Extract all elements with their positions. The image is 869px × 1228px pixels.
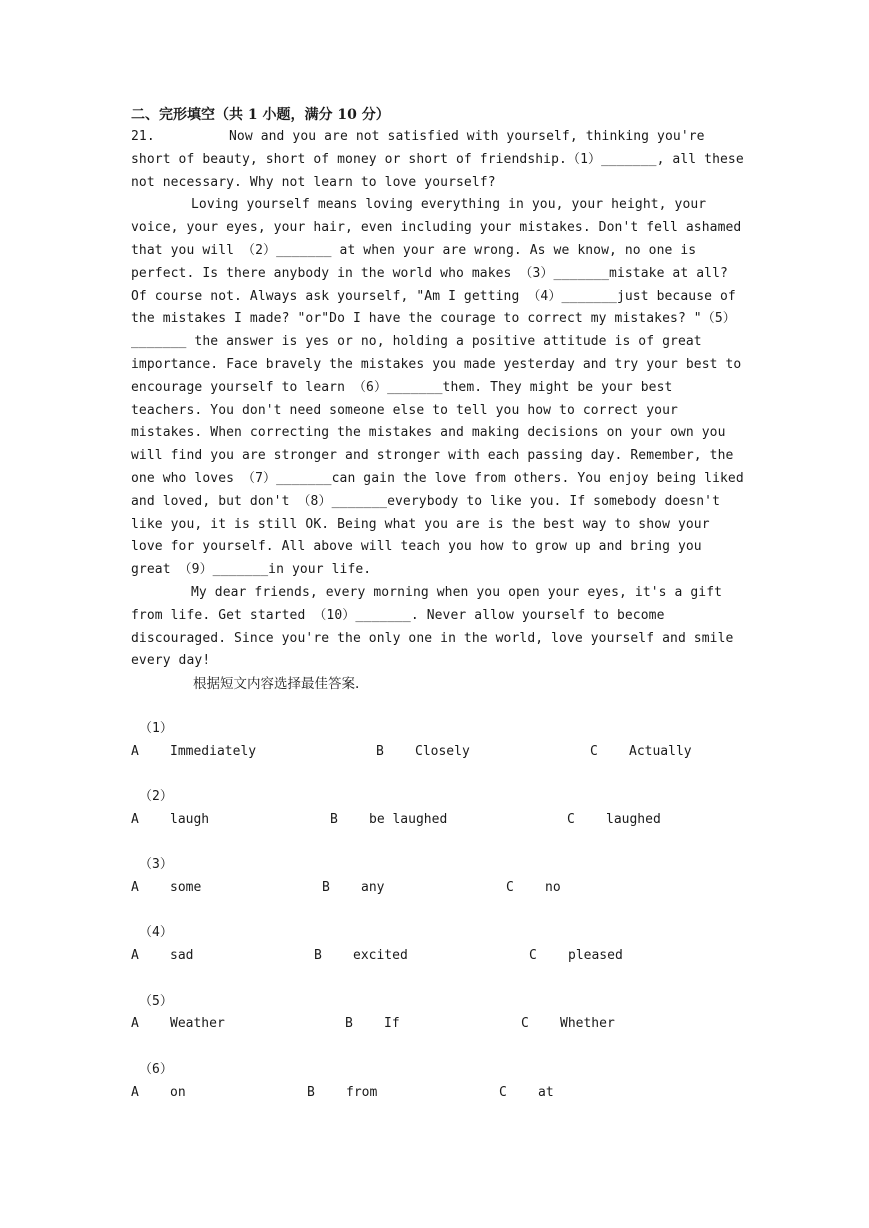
question-list [131, 718, 746, 1105]
option-row [131, 1082, 746, 1105]
option-a[interactable]: A Immediately [131, 743, 257, 759]
option-b[interactable]: B be laughed [330, 811, 448, 827]
option-c[interactable]: C Whether [521, 1016, 615, 1032]
option-a[interactable]: A on [131, 1084, 186, 1100]
option-row [131, 741, 746, 764]
question-item [131, 854, 746, 900]
option-c[interactable]: C at [499, 1084, 554, 1100]
question-item [131, 922, 746, 968]
section-title: 二、完形填空（共 1 小题，满分 10 分） [131, 107, 390, 123]
option-b[interactable]: B If [345, 1016, 400, 1032]
option-b[interactable]: B any [322, 880, 385, 896]
option-a[interactable]: A Weather [131, 1016, 225, 1032]
cloze-passage [131, 126, 746, 673]
question-label: （4） [139, 925, 173, 941]
option-row [131, 1013, 746, 1036]
option-b[interactable]: B Closely [376, 743, 470, 759]
option-c[interactable]: C Actually [590, 743, 692, 759]
passage-paragraph-1 [131, 126, 746, 194]
option-row [131, 877, 746, 900]
passage-paragraph-3: My dear friends, every morning when you open your eyes, it's a gift from life. Get started （10）_______. Never allow yourself to become discouraged. Since you're the only one in the world, love yourself and smile every day! [131, 584, 734, 669]
question-item [131, 991, 746, 1037]
document-page [131, 104, 746, 1127]
option-a[interactable]: A some [131, 880, 202, 896]
option-row [131, 945, 746, 968]
passage-paragraph-1-text: Now and you are not satisfied with yourself, thinking you're short of beauty, short of money or short of friendship.（1）_______, all these not necessary. Why not learn to love yourself? [131, 129, 744, 190]
question-item [131, 1059, 746, 1105]
option-a[interactable]: A sad [131, 948, 194, 964]
question-item [131, 786, 746, 832]
question-label: （1） [139, 720, 173, 736]
option-b[interactable]: B from [307, 1084, 378, 1100]
passage-paragraph-2: Loving yourself means loving everything in you, your height, your voice, your eyes, your hair, even including your mistakes. Don't fell ashamed that you will （2）_______ at when your are wrong. As we know, no one is perfect. Is there anybody in the world who makes （3）_______mistake at all? Of course not. Always ask yourself, "Am I getting （4）_______just because of the mistakes I made? "or"Do I have the courage to correct my mistakes? "（5）_______ the answer is yes or no, holding a positive attitude is of great importance. Face bravely the mistakes you made yesterday and try your best to encourage yourself to learn （6）_______them. They might be your best teachers. You don't need someone else to tell you how to correct your mistakes. When correcting the mistakes and making decisions on your own you will find you are stronger and stronger with each passing day. Remember, the one who loves （7）_______can gain the love from others. You enjoy being liked and loved, but don't （8）_______everybody to like you. If somebody doesn't like you, it is still OK. Being what you are is the best way to show your love for yourself. All above will teach you how to grow up and bring you great （9）_______in your life. [131, 197, 744, 578]
option-b[interactable]: B excited [314, 948, 408, 964]
question-label: （2） [139, 789, 173, 805]
option-c[interactable]: C pleased [529, 948, 623, 964]
option-c[interactable]: C laughed [567, 811, 661, 827]
question-label: （3） [139, 857, 173, 873]
instruction: 根据短文内容选择最佳答案. [193, 676, 360, 693]
option-c[interactable]: C no [506, 880, 561, 896]
option-row [131, 809, 746, 832]
question-number: 21. [131, 129, 155, 144]
option-a[interactable]: A laugh [131, 811, 210, 827]
question-label: （6） [139, 1061, 173, 1077]
question-item [131, 718, 746, 764]
question-label: （5） [139, 993, 173, 1009]
